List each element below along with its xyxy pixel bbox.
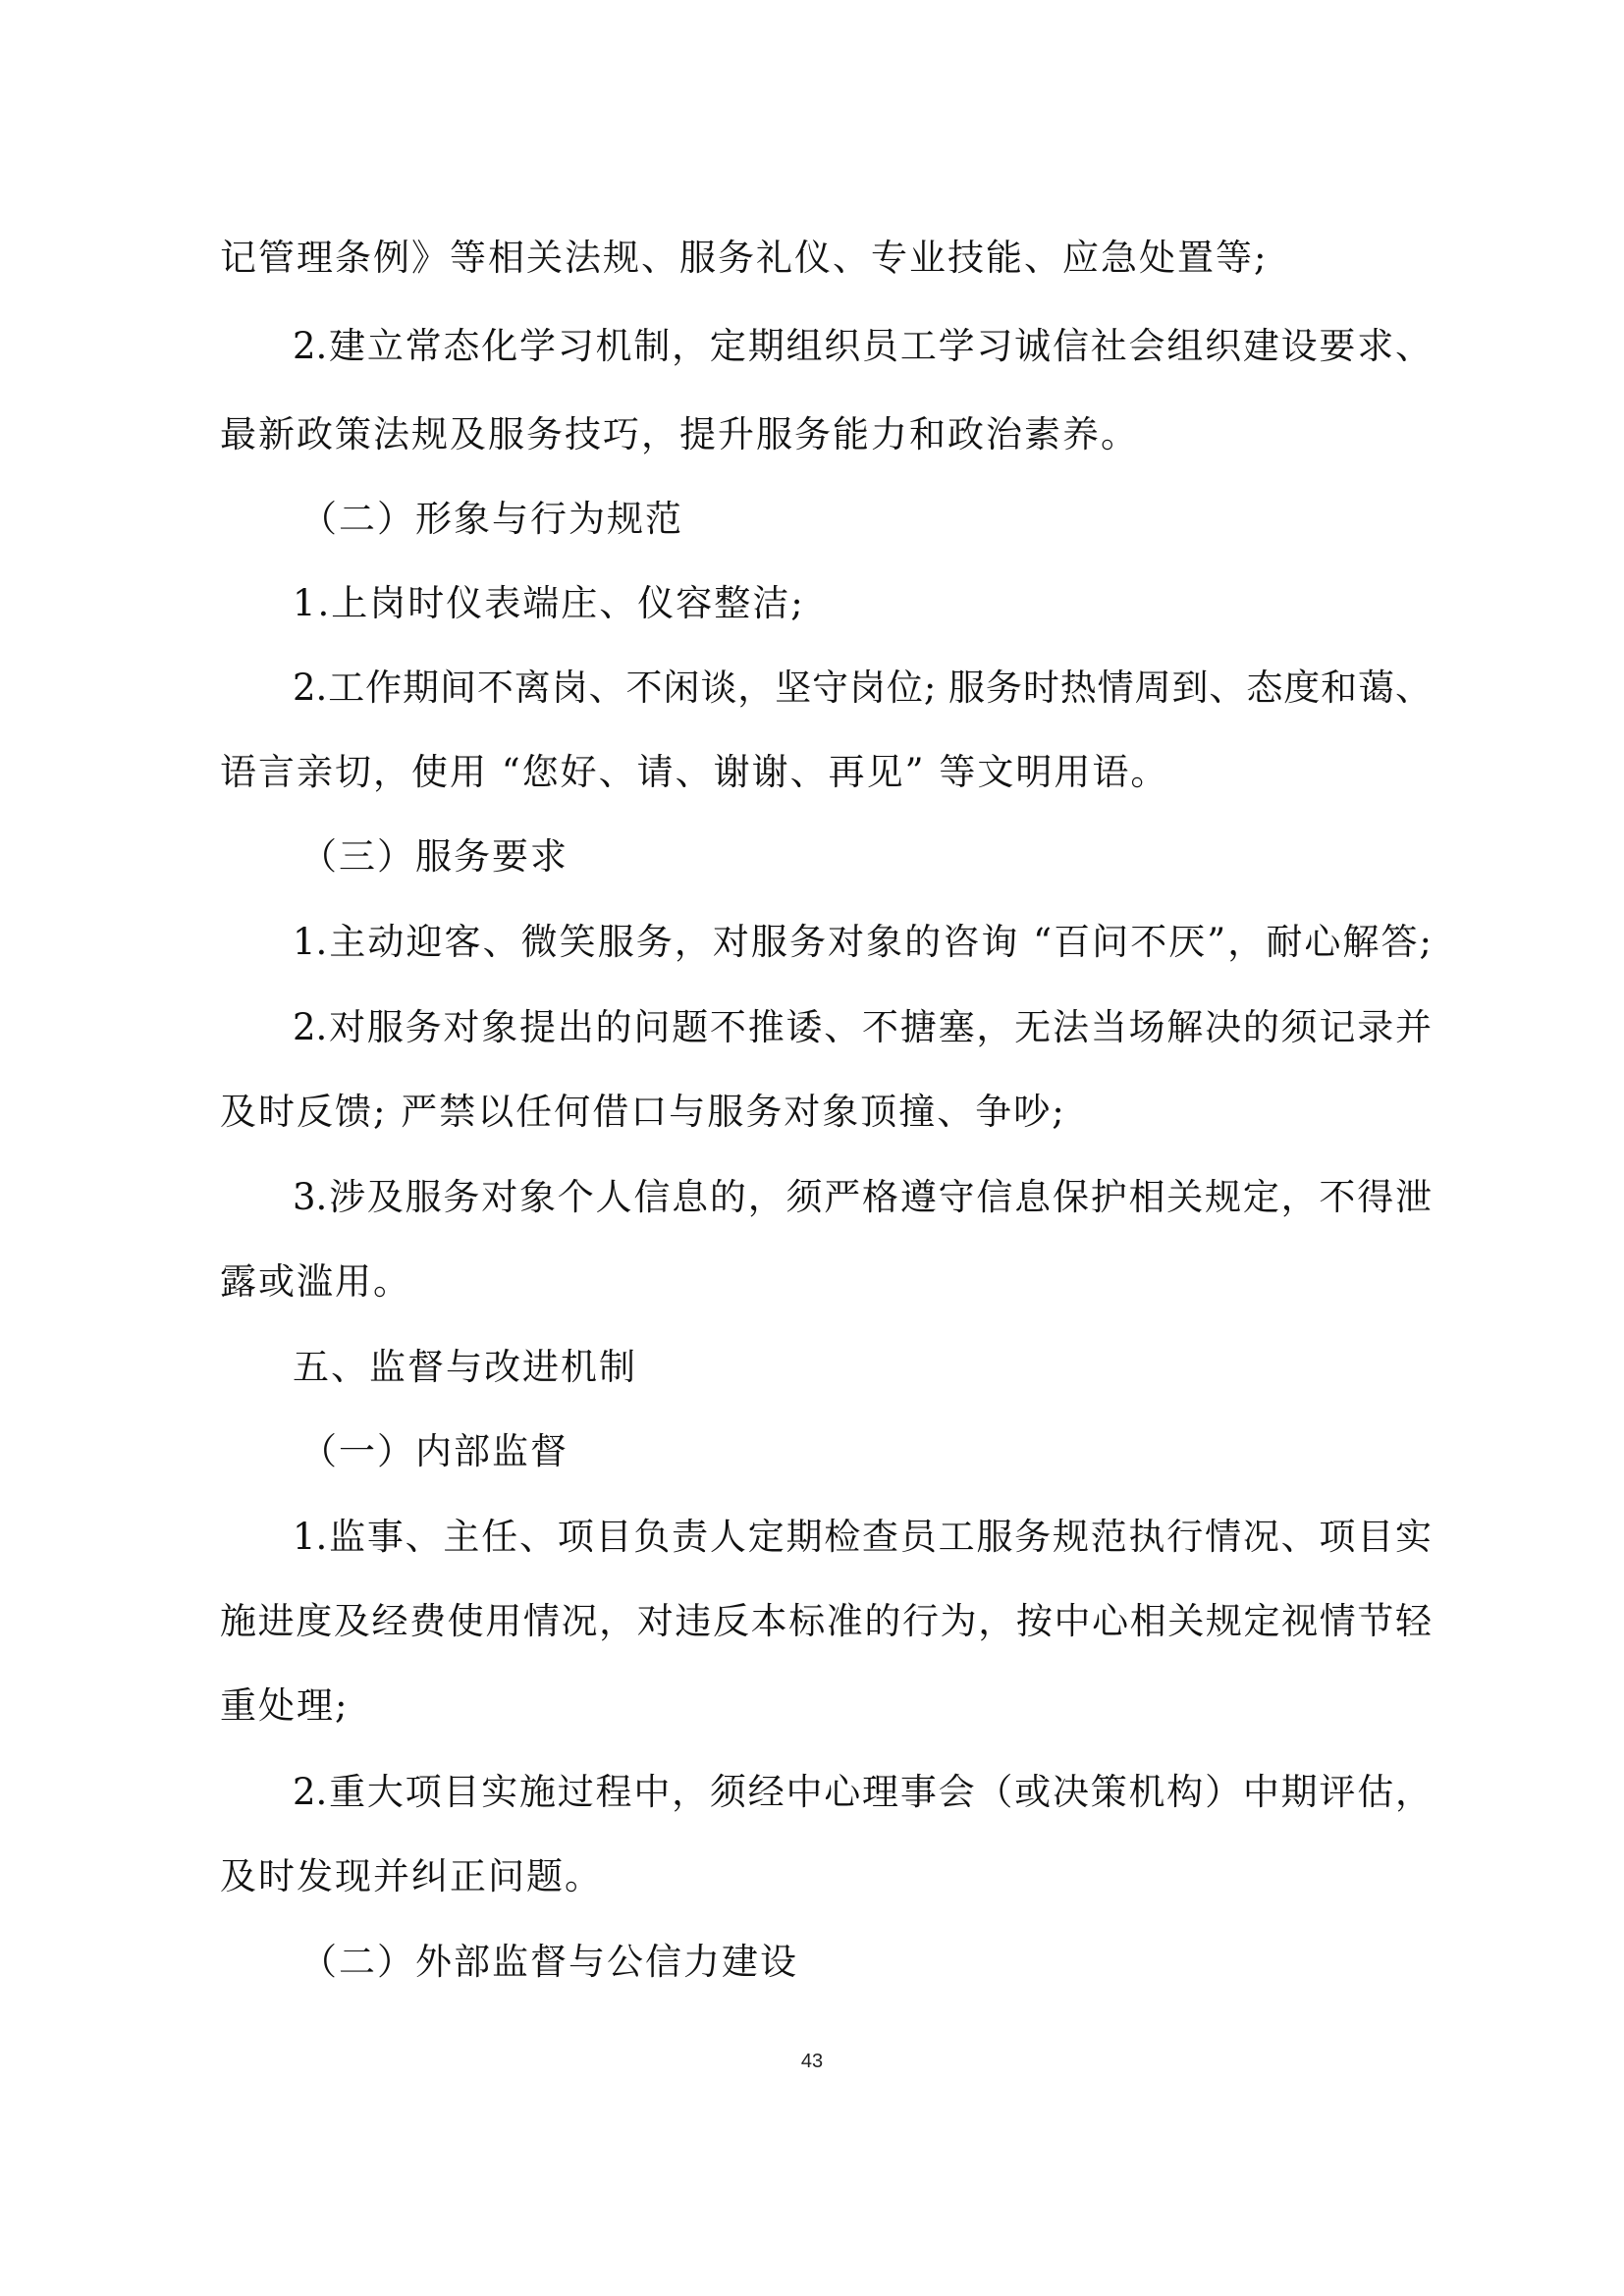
- text-line: 及时反馈; 严禁以任何借口与服务对象顶撞、争吵;: [220, 1091, 1066, 1133]
- text-line: 2.重大项目实施过程中，须经中心理事会（或决策机构）中期评估，: [293, 1771, 1432, 1813]
- text-line: 1.主动迎客、微笑服务，对服务对象的咨询 “百问不厌”，耐心解答;: [293, 921, 1432, 963]
- text-line: 及时发现并纠正问题。: [220, 1855, 603, 1897]
- section-heading: （二）形象与行为规范: [300, 498, 683, 540]
- text-line: 1.监事、主任、项目负责人定期检查员工服务规范执行情况、项目实: [293, 1516, 1432, 1558]
- section-heading: （三）服务要求: [300, 835, 568, 878]
- text-line: 2.工作期间不离岗、不闲谈，坚守岗位; 服务时热情周到、态度和蔼、: [293, 667, 1432, 709]
- text-line: 3.涉及服务对象个人信息的，须严格遵守信息保护相关规定，不得泄: [293, 1176, 1432, 1218]
- text-line: 施进度及经费使用情况，对违反本标准的行为，按中心相关规定视情节轻: [220, 1600, 1432, 1642]
- section-heading: （二）外部监督与公信力建设: [300, 1941, 798, 1983]
- text-line: 2.建立常态化学习机制，定期组织员工学习诚信社会组织建设要求、: [293, 325, 1432, 367]
- text-line: 最新政策法规及服务技巧，提升服务能力和政治素养。: [220, 413, 1139, 455]
- text-line: 露或滥用。: [220, 1260, 411, 1303]
- page-number: 43: [800, 2051, 824, 2072]
- text-line: 语言亲切，使用 “您好、请、谢谢、再见” 等文明用语。: [220, 751, 1169, 793]
- text-line: 重处理;: [220, 1684, 350, 1727]
- text-line: 记管理条例》等相关法规、服务礼仪、专业技能、应急处置等;: [220, 237, 1269, 279]
- chapter-heading: 五、监督与改进机制: [293, 1346, 637, 1388]
- text-line: 1.上岗时仪表端庄、仪容整洁;: [293, 582, 805, 624]
- section-heading: （一）内部监督: [300, 1430, 568, 1472]
- text-line: 2.对服务对象提出的问题不推诿、不搪塞，无法当场解决的须记录并: [293, 1006, 1432, 1048]
